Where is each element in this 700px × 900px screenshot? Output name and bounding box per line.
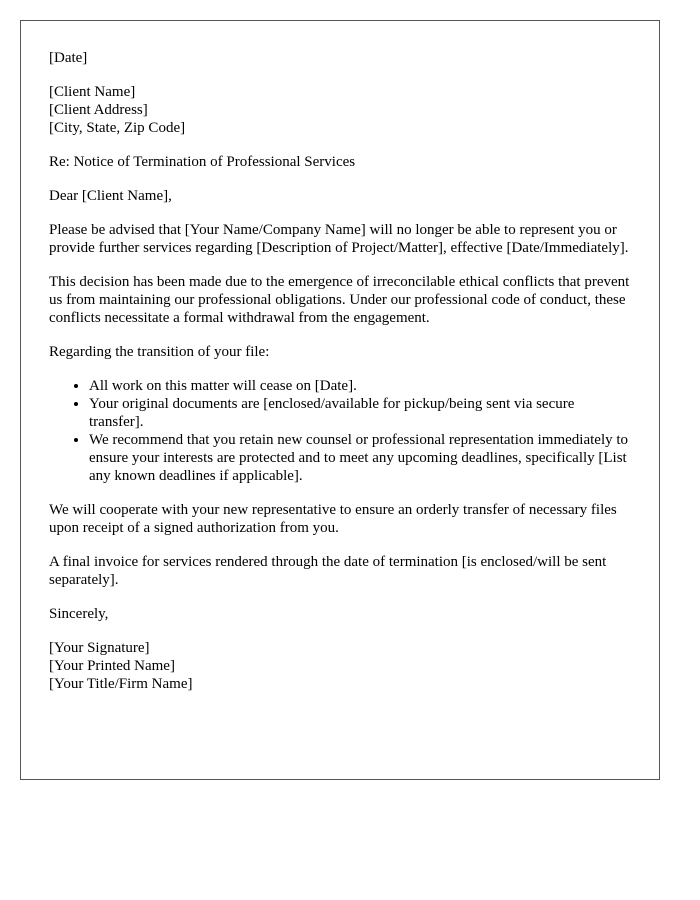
letter-page: [20, 20, 660, 780]
subject-line: Re: Notice of Termination of Professional Services: [49, 154, 356, 170]
list-item: • All work on this matter will cease on [Date].: [89, 377, 631, 395]
transition-list: [49, 377, 631, 485]
letter-date: [Date]: [49, 50, 88, 66]
printed-name: [Your Printed Name]: [49, 658, 175, 674]
signature-line: [Your Signature]: [49, 640, 150, 656]
recipient-city-state-zip: [City, State, Zip Code]: [49, 120, 186, 136]
recipient-block: [49, 83, 631, 137]
closing: Sincerely,: [49, 606, 109, 622]
reason-paragraph: This decision has been made due to the emergence of irreconcilable ethical conflicts that prevent us from maintaining our professional obligations. Under our professional code of conduct, these conflicts necessitate a formal withdrawal from the engagement.: [49, 274, 630, 326]
title-firm-name: [Your Title/Firm Name]: [49, 676, 193, 692]
invoice-paragraph: A final invoice for services rendered through the date of termination [is enclosed/will be sent separately].: [49, 554, 607, 588]
intro-paragraph: Please be advised that [Your Name/Company Name] will no longer be able to represent you or provide further services regarding [Description of Project/Matter], effective [Date/Immediately].: [49, 222, 629, 256]
list-item: • We recommend that you retain new counsel or professional representation immediately to ensure your interests are protected and to meet any upcoming deadlines, specifically [List any known deadlines if applicable].: [89, 431, 631, 485]
list-item: • Your original documents are [enclosed/available for pickup/being sent via secure transfer].: [89, 395, 631, 431]
cooperation-paragraph: We will cooperate with your new representative to ensure an orderly transfer of necessary files upon receipt of a signed authorization from you.: [49, 502, 617, 536]
signature-block: [49, 639, 631, 693]
recipient-name: [Client Name]: [49, 84, 136, 100]
recipient-address: [Client Address]: [49, 102, 148, 118]
salutation: Dear [Client Name],: [49, 188, 172, 204]
transition-intro-paragraph: Regarding the transition of your file:: [49, 344, 270, 360]
